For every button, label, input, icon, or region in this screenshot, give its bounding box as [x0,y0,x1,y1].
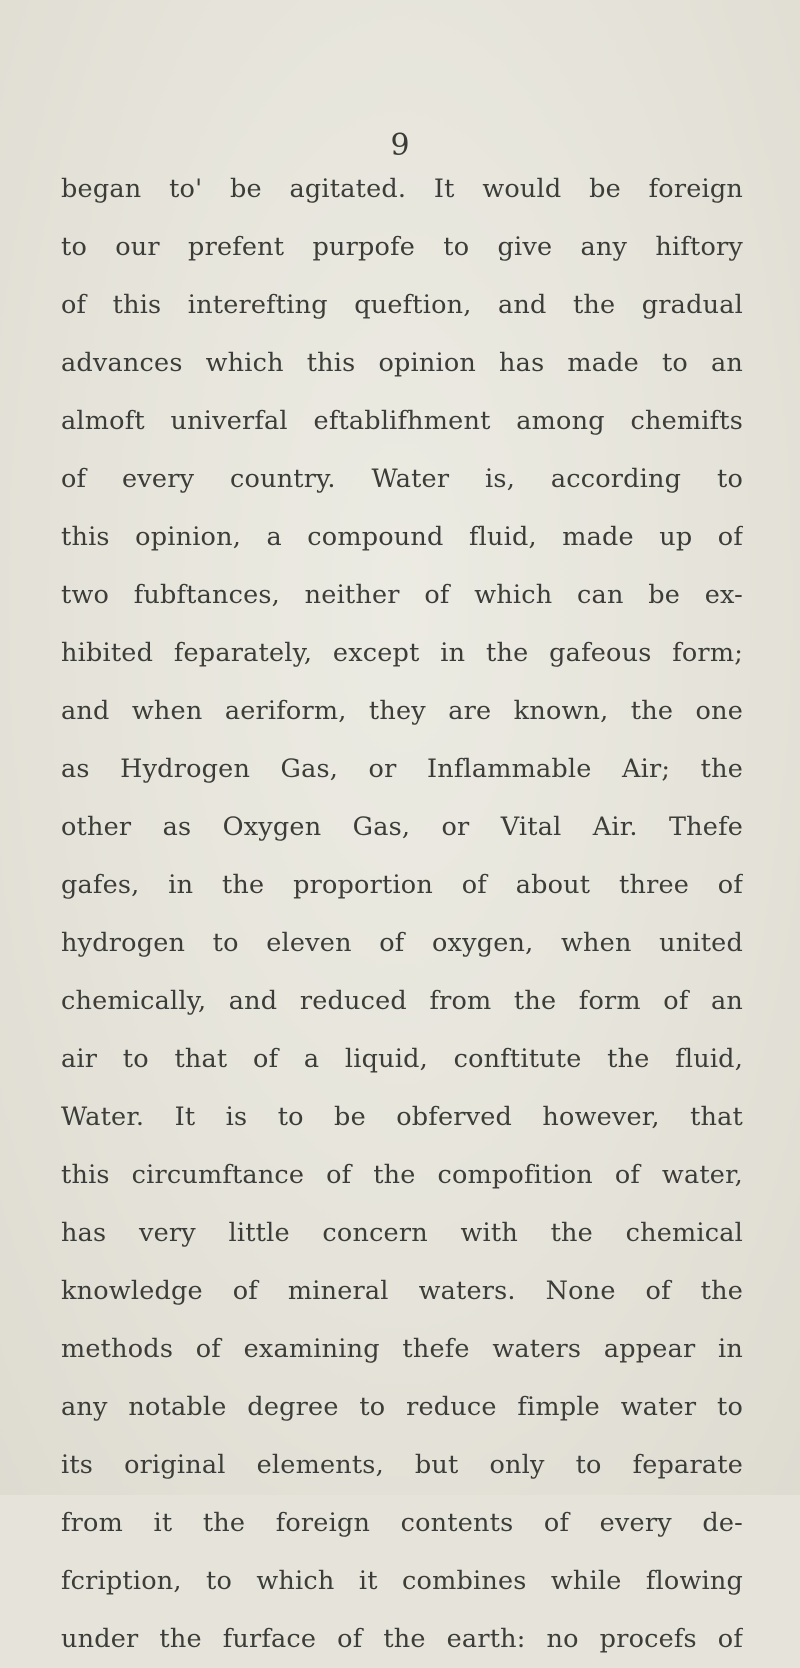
text-line: began to' be agitated. It would be foreign [61,174,743,204]
text-line: Water. It is to be obferved however, that [61,1102,743,1132]
text-line: knowledge of mineral waters. None of the [61,1276,743,1306]
text-line: this opinion, a compound fluid, made up of [61,522,743,552]
text-line: two fubftances, neither of which can be ex- [61,580,743,610]
text-line: chemically, and reduced from the form of an [61,986,743,1016]
text-line: under the furface of the earth: no procefs of [61,1624,743,1654]
body-text [61,160,743,1668]
text-line: this circumftance of the compofition of water, [61,1160,743,1190]
text-line: methods of examining thefe waters appear in [61,1334,743,1364]
text-line: any notable degree to reduce fimple water to [61,1392,743,1422]
text-line: hydrogen to eleven of oxygen, when united [61,928,743,958]
text-line: hibited feparately, except in the gafeous form; [61,638,743,668]
text-line: as Hydrogen Gas, or Inflammable Air; the [61,754,743,784]
text-line: and when aeriform, they are known, the one [61,696,743,726]
text-line: to our prefent purpofe to give any hiftory [61,232,743,262]
text-line: other as Oxygen Gas, or Vital Air. Thefe [61,812,743,842]
text-line: its original elements, but only to feparate [61,1450,743,1480]
text-line: gafes, in the proportion of about three of [61,870,743,900]
text-line: advances which this opinion has made to an [61,348,743,378]
text-line: from it the foreign contents of every de- [61,1508,743,1538]
text-line: almoft univerfal eftablifhment among chemifts [61,406,743,436]
text-line: has very little concern with the chemical [61,1218,743,1248]
text-line: of every country. Water is, according to [61,464,743,494]
text-line: of this interefting queftion, and the gradual [61,290,743,320]
text-line: fcription, to which it combines while flowing [61,1566,743,1596]
text-line: air to that of a liquid, conftitute the fluid, [61,1044,743,1074]
page-number: 9 [390,128,410,163]
